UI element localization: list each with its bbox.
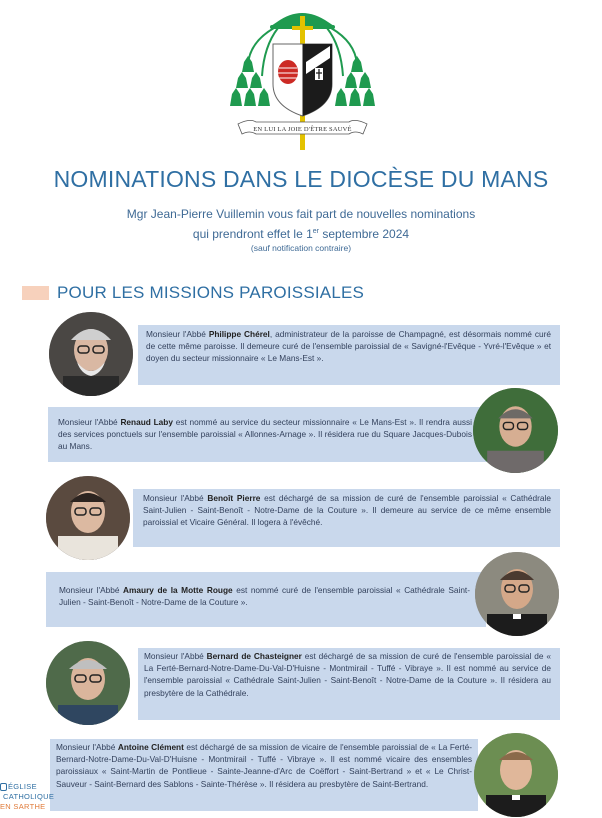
priest-name: Renaud Laby [120,417,173,427]
section-accent-bar [22,286,49,300]
diocese-logo [0,782,55,818]
nomination-card: Monsieur l'Abbé Renaud Laby est nommé au service du secteur missionnaire « Le Mans-Est ». Il rendra aussi des services ponctuels sur l'ensemble paroissial « Allonnes-Arnage ». Il résidera rue du Square Jacques-Dubois au Mans. [48,407,488,462]
subtitle-line-2: qui prendront effet le 1er septembre 2024 [192,227,410,241]
priest-name: Benoît Pierre [207,493,261,503]
logo-line-2: CATHOLIQUE [3,792,55,801]
priest-name: Amaury de la Motte Rouge [123,585,233,595]
episcopal-coat-of-arms [230,2,375,152]
portrait-photo [473,388,558,473]
crest-motto: EN LUI LA JOIE D'ÊTRE SAUVÉ [253,126,352,133]
portrait-photo [474,733,558,817]
nomination-card: Monsieur l'Abbé Antoine Clément est déchargé de sa mission de vicaire de l'ensemble paroissial de « La Ferté-Bernard-Notre-Dame-Du-Val-D'Huisne - Montmirail - Tuffé - Vibraye ». Il est nommé vicaire des ensembles paroissiaux « Saint-Martin de Pontlieue - Sainte-Jeanne-d'Arc de Coëffort - Saint-Bertrand » et « Le Christ-Sauveur - Saint-Bernard des Sablons - Sainte-Thérèse ». Il résidera au presbytère de Saint-Bertrand. [50,739,478,811]
nomination-card: Monsieur l'Abbé Benoît Pierre est déchargé de sa mission de curé de l'ensemble paroissial « Cathédrale Saint-Julien - Saint-Benoît - Notre-Dame de la Couture ». Il demeure au service de ce même ensemble paroissial et Vicaire Général. Il logera à l'évêché. [133,489,560,547]
priest-name: Philippe Chérel [208,329,270,339]
logo-icon [0,783,7,791]
section-header [22,282,364,304]
page-title: NOMINATIONS DANS LE DIOCÈSE DU MANS [53,166,549,192]
subtitle [0,206,602,254]
priest-name: Antoine Clément [117,742,184,752]
priest-name: Bernard de Chasteigner [206,651,302,661]
nomination-card: Monsieur l'Abbé Bernard de Chasteigner est déchargé de sa mission de curé de l'ensemble paroissial de « La Ferté-Bernard-Notre-Dame-Du-Val-D'Huisne - Montmirail - Tuffé - Vibraye ». Il est nommé au service de l'ensemble paroissial « Cathédrale Saint-Julien - Saint-Benoît - Notre-Dame de la Couture ». Il résidera au presbytère de la Cathédrale. [138,648,560,720]
logo-line-1: ÉGLISE [8,782,37,791]
portrait-photo [46,476,130,560]
nomination-card: Monsieur l'Abbé Amaury de la Motte Rouge est nommé curé de l'ensemble paroissial « Cathédrale Saint-Julien - Saint-Benoît - Notre-Dame de la Couture ». [46,572,486,627]
subtitle-line-1: Mgr Jean-Pierre Vuillemin vous fait part de nouvelles nominations [126,207,476,221]
logo-line-3: EN SARTHE [0,802,46,811]
nomination-card: Monsieur l'Abbé Philippe Chérel, administrateur de la paroisse de Champagné, est désormais nommé curé de cette même paroisse. Il demeure curé de l'ensemble paroissial de « Savigné-l'Evêque - Yvré-l'Evêque » et doyen du secteur missionnaire « Le Mans-Est ». [138,325,560,385]
portrait-photo [46,641,130,725]
subtitle-note: (sauf notification contraire) [250,243,352,253]
section-title: POUR LES MISSIONS PAROISSIALES [57,283,365,302]
portrait-photo [475,552,559,636]
portrait-photo [49,312,133,396]
